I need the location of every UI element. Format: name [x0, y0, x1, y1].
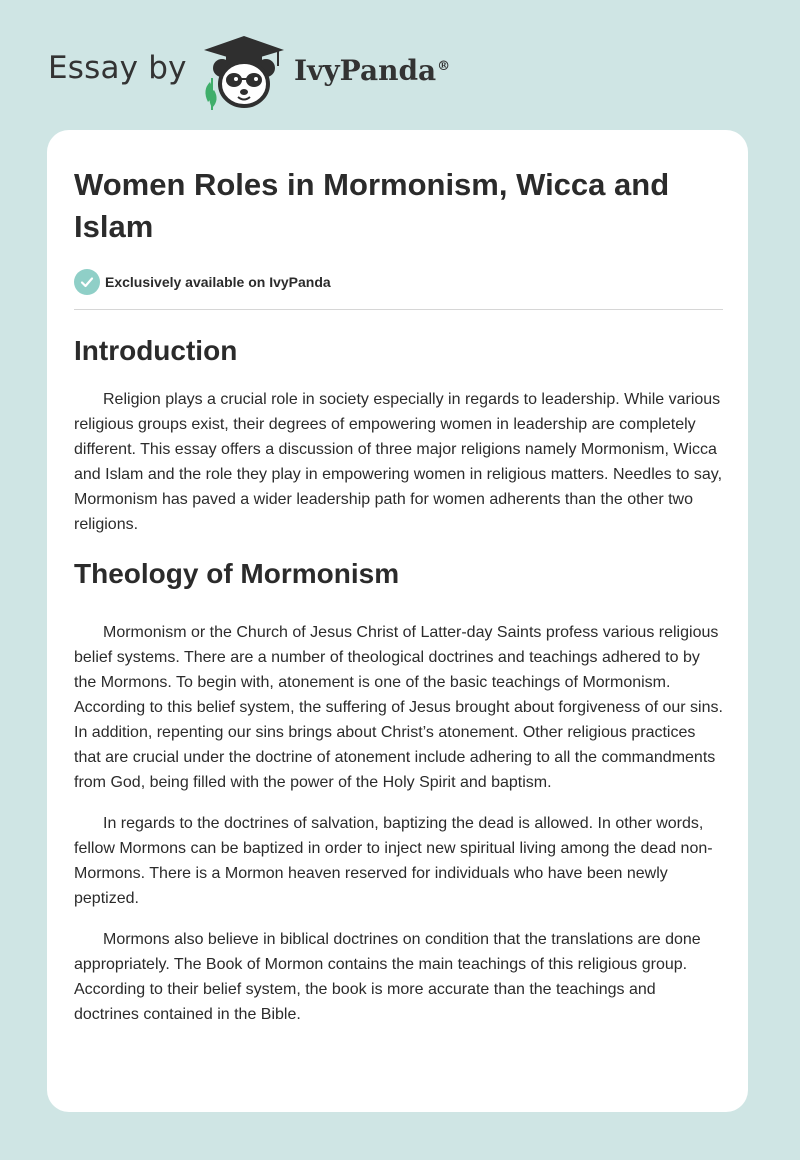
article-title: Women Roles in Mormonism, Wicca and Islam [74, 167, 670, 244]
paragraph: Religion plays a crucial role in society especially in regards to leadership. While various religious groups exist, their degrees of empowering women in leadership are completely different. This essay offers a discussion of three major religions namely Mormonism, Wicca and Islam and the role they play in empowering women in religious matters. Needles to say, Mormonism has paved a wider leadership path for women adherents than the other two religions. [74, 391, 723, 533]
brand-name[interactable] [294, 54, 450, 87]
paragraph: In regards to the doctrines of salvation, baptizing the dead is allowed. In other words, fellow Mormons can be baptized in order to inject new spiritual living among the dead non-Mormons. There is a Mormon heaven reserved for individuals who have been newly peptized. [74, 815, 713, 907]
brand-prefix: Essay by [48, 50, 187, 86]
panda-logo-icon[interactable] [198, 32, 290, 110]
section-heading-introduction: Introduction [74, 335, 238, 366]
exclusive-label: Exclusively available on IvyPanda [105, 274, 331, 290]
article-card [47, 130, 748, 1112]
site-header [0, 0, 800, 130]
divider [74, 309, 723, 310]
registered-mark: ® [437, 58, 451, 74]
paragraph: Mormons also believe in biblical doctrines on condition that the translations are done appropriately. The Book of Mormon contains the main teachings of this religious group. According to their belief system, the book is more accurate than the teachings and doctrines contained in the Bible. [74, 931, 701, 1023]
brand-name-text: IvyPanda [294, 54, 437, 87]
check-circle-icon [74, 269, 100, 295]
paragraph: Mormonism or the Church of Jesus Christ of Latter-day Saints profess various religious belief systems. There are a number of theological doctrines and teachings adhered to by the Mormons. To begin with, atonement is one of the basic teachings of Mormonism. According to this belief system, the suffering of Jesus brought about forgiveness of our sins. In addition, repenting our sins brings about Christ’s atonement. Other religious practices that are crucial under the doctrine of atonement include adhering to all the commandments from God, being filled with the power of the Holy Spirit and baptism. [74, 624, 723, 791]
section-heading-theology: Theology of Mormonism [74, 558, 400, 589]
exclusive-badge [74, 268, 721, 296]
